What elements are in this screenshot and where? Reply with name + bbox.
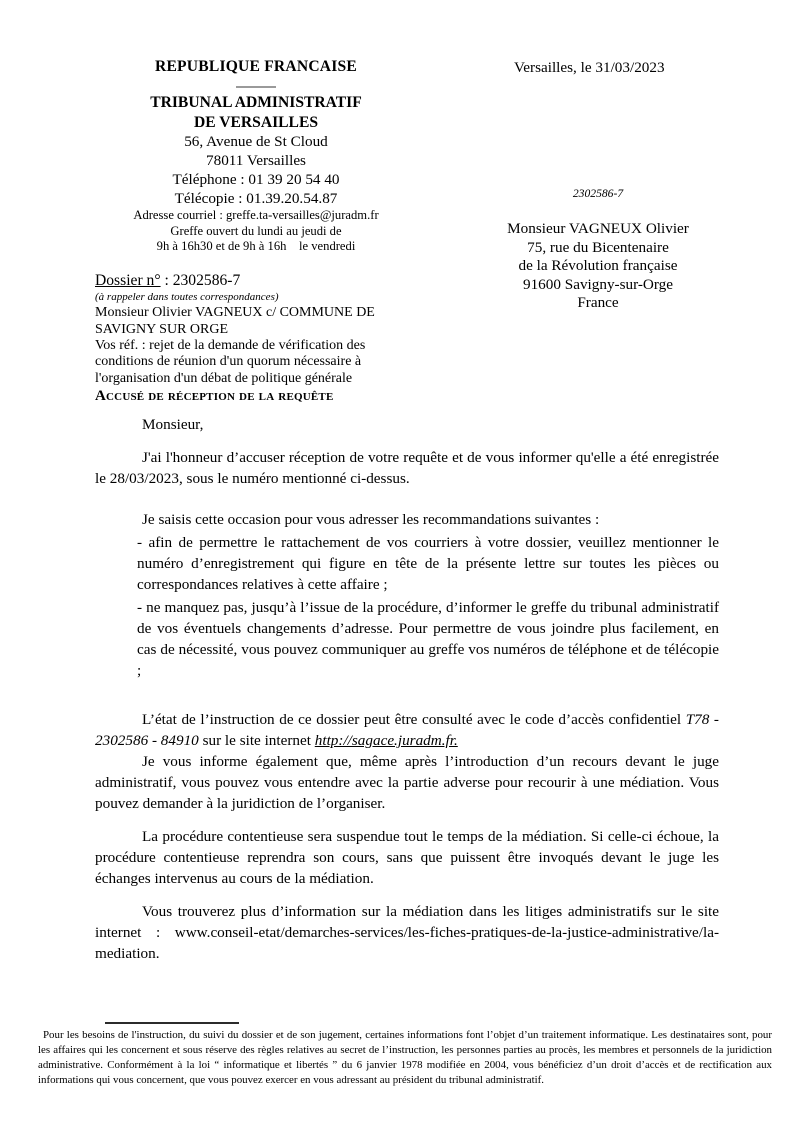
office-hours-line2: 9h à 16h30 et de 9h à 16h le vendredi [156,239,356,253]
paragraph-acknowledgement: J'ai l'honneur d’accuser réception de votre requête et de vous informer qu'elle a été enregistrée le 28/03/2023, sous le numéro mentionné ci-dessus. [95,449,719,487]
place-and-date: Versailles, le 31/03/2023 [514,59,665,76]
dossier-value: : 2302586-7 [160,272,241,289]
dossier-number-line [95,272,425,290]
footer-divider [105,1022,239,1024]
reference-block [95,272,425,405]
recipient-street2: de la Révolution française [518,257,678,275]
paragraph-mediation-procedure: La procédure contentieuse sera suspendue tout le temps de la médiation. Si celle-ci échoue, la procédure contentieuse reprendra son cours, sans que puissent être invoqués devant le juge les échanges intervenus au cours de la médiation. [95,828,719,887]
your-reference: Vos réf. : rejet de la demande de vérification des conditions de réunion d'un quorum nécessaire à l'organisation d'un débat de politique générale [95,338,366,386]
sender-street: 56, Avenue de St Cloud [184,133,328,150]
legal-notice: Pour les besoins de l'instruction, du suivi du dossier et de son jugement, certaines informations font l’objet d’un traitement informatique. Les destinataires sont, pour les affaires qui les concernent et sous réserve des règles relatives au secret de l’instruction, les personnes parties au procès, les membres et personnels de la juridiction administrative. Conformément à la loi “ informatique et libertés ” du 6 janvier 1978 modifiée en 2004, vous bénéficiez d’un droit d’accès et de rectification aux informations qui vous concernent, que vous pouvez exercer en vous adressant au président du tribunal administratif. [38,1029,772,1086]
sender-block [95,57,417,255]
salutation: Monsieur, [142,416,204,433]
sender-phone: Téléphone : 01 39 20 54 40 [172,171,340,188]
header-divider [236,86,276,88]
case-parties: Monsieur Olivier VAGNEUX c/ COMMUNE DE SAVIGNY SUR ORGE [95,305,375,337]
recommendation-item-1: - afin de permettre le rattachement de vos courriers à votre dossier, veuillez mentionner le numéro d’enregistrement qui figure en tête de la présente lettre sur toutes les pièces ou correspondances relatives à cette affaire ; [137,534,719,593]
paragraph-mediation-info: Je vous informe également que, même après l’introduction d’un recours devant le juge administratif, vous pouvez vous entendre avec la partie adverse pour recourir à une médiation. Vous pouvez demander à la juridiction de l’organiser. [95,753,719,812]
access-code-text-1: L’état de l’instruction de ce dossier peut être consulté avec le code d’accès confidentiel [142,711,686,728]
access-code-value: T78 - 2302586 - 84910 [95,711,719,749]
letter-subject: Accusé de réception de la requête [95,387,334,404]
recommendation-item-2: - ne manquez pas, jusqu’à l’issue de la procédure, d’informer le greffe du tribunal administratif de vos éventuels changements d’adresse. Pour permettre de vous joindre plus facilement, en cas de nécessité, vous pouvez communiquer au greffe vos numéros de téléphone et de télécopie ; [137,599,719,679]
recipient-name: Monsieur VAGNEUX Olivier [507,220,689,237]
letter-body [95,414,719,964]
court-name-line1: TRIBUNAL ADMINISTRATIF [150,94,362,111]
paragraph-recommendations-intro: Je saisis cette occasion pour vous adresser les recommandations suivantes : [142,511,600,528]
paragraph-mediation-website: Vous trouverez plus d’information sur la médiation dans les litiges administratifs sur le site internet : www.conseil-etat/demarches-services/les-fiches-pratiques-de-la-justice-administrative/la-mediation. [95,903,719,962]
sender-city: 78011 Versailles [206,152,306,169]
sender-fax: Télécopie : 01.39.20.54.87 [174,190,338,207]
sagace-link[interactable]: http://sagace.juradm.fr. [314,732,458,749]
case-reference-small: 2302586-7 [572,187,624,200]
recipient-city: 91600 Savigny-sur-Orge [522,275,673,293]
recipient-country: France [577,294,619,312]
republic-title: REPUBLIQUE FRANCAISE [155,58,357,75]
dossier-note: (à rappeler dans toutes correspondances) [95,291,279,303]
recipient-block [450,220,746,313]
paragraph-access-code [95,709,719,751]
office-hours-line1: Greffe ouvert du lundi au jeudi de [170,223,342,238]
sender-email: Adresse courriel : greffe.ta-versailles@juradm.fr [133,208,379,222]
dossier-label: Dossier n° [95,272,161,289]
access-code-text-2: sur le site internet [198,732,315,749]
court-name-line2: DE VERSAILLES [193,113,319,131]
recipient-street: 75, rue du Bicentenaire [527,238,669,256]
